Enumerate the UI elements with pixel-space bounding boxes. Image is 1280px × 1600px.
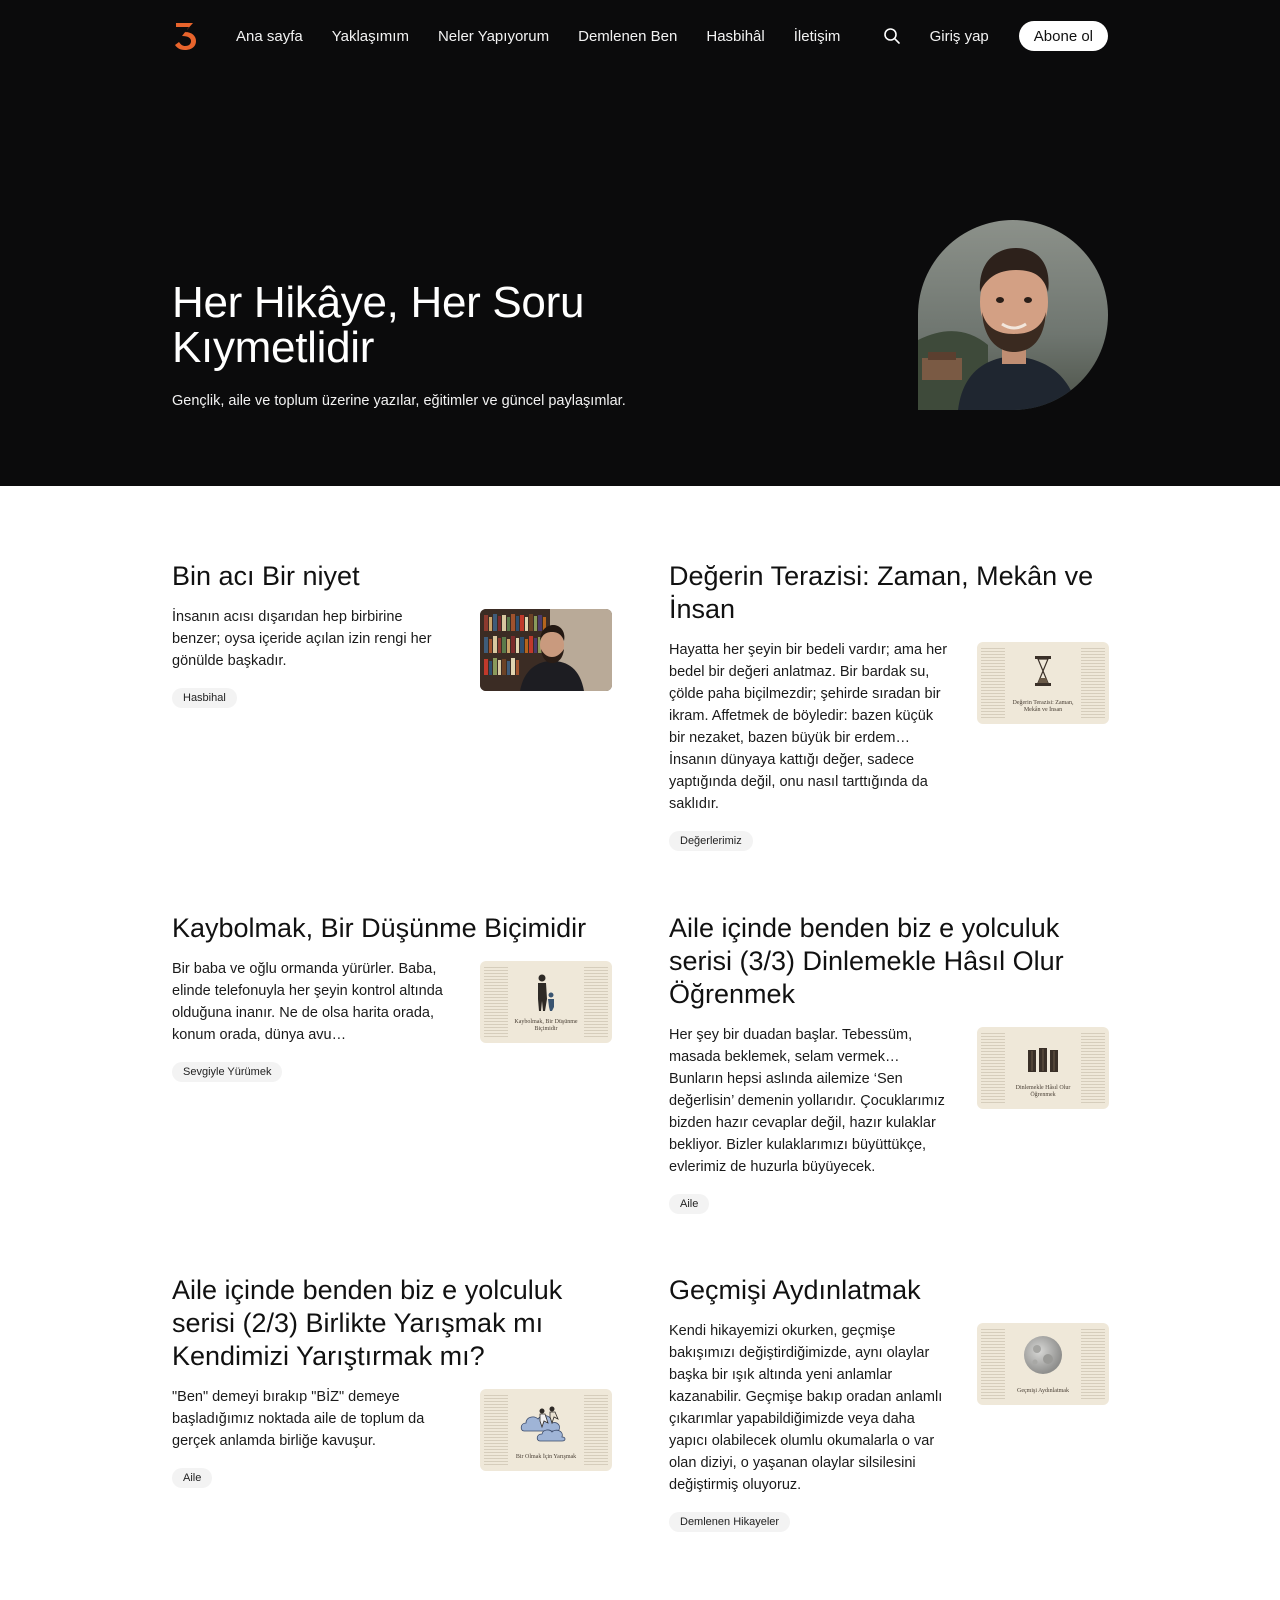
post-thumbnail[interactable] [977, 642, 1109, 724]
hero-title-line-1: Her Hikâye, Her Soru [172, 278, 585, 327]
post-body [172, 958, 612, 1082]
post-body [669, 639, 1109, 851]
post-content [669, 639, 949, 851]
post-card [172, 912, 612, 1082]
post-body [669, 1024, 1109, 1214]
nav-item-home[interactable]: Ana sayfa [236, 27, 303, 45]
author-avatar [918, 220, 1108, 410]
hero-subtitle: Gençlik, aile ve toplum üzerine yazılar, eğitimler ve güncel paylaşımlar. [172, 393, 626, 409]
thumbnail-caption: Değerin Terazisi: Zaman, Mekân ve İnsan [1012, 700, 1074, 713]
hero-section [0, 0, 1280, 486]
post-tag[interactable]: Değerlerimiz [669, 831, 753, 851]
thumbnail-caption: Bir Olmak İçin Yarışmak [515, 1454, 577, 1460]
post-excerpt: Bir baba ve oğlu ormanda yürürler. Baba, elinde telefonuyla her şeyin kontrol altında olduğuna inanır. Ne de olsa harita orada, konum orada, dünya avu… [172, 961, 443, 1043]
post-thumbnail[interactable] [977, 1323, 1109, 1405]
nav-item-approach[interactable]: Yaklaşımım [331, 27, 409, 45]
post-title[interactable]: Aile içinde benden biz e yolculuk serisi (3/3) Dinlemekle Hâsıl Olur Öğrenmek [669, 913, 1064, 1009]
post-thumbnail[interactable] [480, 1389, 612, 1471]
post-excerpt: İnsanın acısı dışarıdan hep birbirine benzer; oysa içeride açılan izin rengi her gönülde başkadır. [172, 609, 432, 669]
post-content [172, 958, 452, 1082]
post-tag[interactable]: Aile [669, 1194, 709, 1214]
post-tag[interactable]: Demlenen Hikayeler [669, 1512, 790, 1532]
post-title[interactable]: Bin acı Bir niyet [172, 561, 360, 591]
post-card [669, 912, 1109, 1214]
post-title[interactable]: Aile içinde benden biz e yolculuk serisi (2/3) Birlikte Yarışmak mı Kendimizi Yarıştırmak mı? [172, 1275, 563, 1371]
post-thumbnail[interactable] [480, 961, 612, 1043]
site-logo[interactable] [172, 20, 200, 52]
hero-title-line-2: Kıymetlidir [172, 323, 375, 372]
hero-title [172, 280, 732, 370]
subscribe-button[interactable]: Abone ol [1019, 21, 1108, 51]
thumbnail-caption: Geçmişi Aydınlatmak [1017, 1388, 1069, 1394]
nav-item-what-i-do[interactable]: Neler Yapıyorum [437, 27, 550, 45]
post-title[interactable]: Geçmişi Aydınlatmak [669, 1275, 921, 1305]
post-card [172, 560, 612, 708]
signin-link[interactable]: Giriş yap [929, 27, 989, 45]
nav-actions [882, 21, 1108, 51]
nav-item-hasbihal[interactable]: Hasbihâl [706, 27, 765, 45]
thumbnail-caption: Dinlemekle Hâsıl Olur Öğrenmek [1015, 1085, 1071, 1098]
post-excerpt: Her şey bir duadan başlar. Tebessüm, masada beklemek, selam vermek… Bunların hepsi aslında ailemize ‘Sen değerlisin’ demenin yollarıdır. Çocuklarımız bizden hazır cevaplar değil, hazır kulaklar bekliyor. Bizler kulaklarımızı büyüttükçe, evlerimiz de huzurla büyüyecek. [669, 1027, 945, 1175]
nav-item-demlenen-ben[interactable]: Demlenen Ben [578, 27, 678, 45]
post-excerpt: "Ben" demeyi bırakıp "BİZ" demeye başladığımız noktada aile de toplum da gerçek anlamda birliğe kavuşur. [172, 1389, 425, 1449]
post-content [172, 606, 452, 708]
top-nav [172, 20, 1108, 52]
post-tag[interactable]: Aile [172, 1468, 212, 1488]
post-card [669, 1274, 1109, 1532]
nav-item-contact[interactable]: İletişim [793, 27, 841, 45]
post-tag[interactable]: Hasbihal [172, 688, 237, 708]
post-thumbnail[interactable] [977, 1027, 1109, 1109]
post-excerpt: Hayatta her şeyin bir bedeli vardır; ama her bedel bir değeri anlatmaz. Bir bardak su, çölde paha biçilmezdir; şehirde sıradan bir ikram. Affetmek de böyledir: bazen küçük bir nezaket, bazen büyük bir erdem… İnsanın dünyaya kattığı değer, sadece yaptığında değil, onu nasıl tarttığında da saklıdır. [669, 642, 948, 812]
post-body [172, 606, 612, 708]
post-body [669, 1320, 1109, 1532]
post-tag[interactable]: Sevgiyle Yürümek [172, 1062, 282, 1082]
post-content [669, 1024, 949, 1214]
thumbnail-caption: Kaybolmak, Bir Düşünme Biçimidir [514, 1019, 578, 1032]
nav-links [236, 28, 869, 45]
post-title[interactable]: Değerin Terazisi: Zaman, Mekân ve İnsan [669, 561, 1094, 624]
post-body [172, 1386, 612, 1488]
post-thumbnail[interactable] [480, 609, 612, 691]
post-title[interactable]: Kaybolmak, Bir Düşünme Biçimidir [172, 913, 587, 943]
post-excerpt: Kendi hikayemizi okurken, geçmişe bakışımızı değiştirdiğimizde, aynı olaylar başka bir ışık altında yeni anlamlar kazanabilir. Geçmişe bakıp oradan anlamlı çıkarımlar yapabildiğimizde veya daha yapıcı olabilecek olumlu okumalarla o var olan diziyi, o yaşanan olaylar silsilesini değiştirmiş oluyoruz. [669, 1323, 943, 1493]
post-content [172, 1386, 452, 1488]
search-icon[interactable] [882, 26, 902, 46]
post-card [669, 560, 1109, 851]
post-content [669, 1320, 949, 1532]
post-card [172, 1274, 612, 1488]
